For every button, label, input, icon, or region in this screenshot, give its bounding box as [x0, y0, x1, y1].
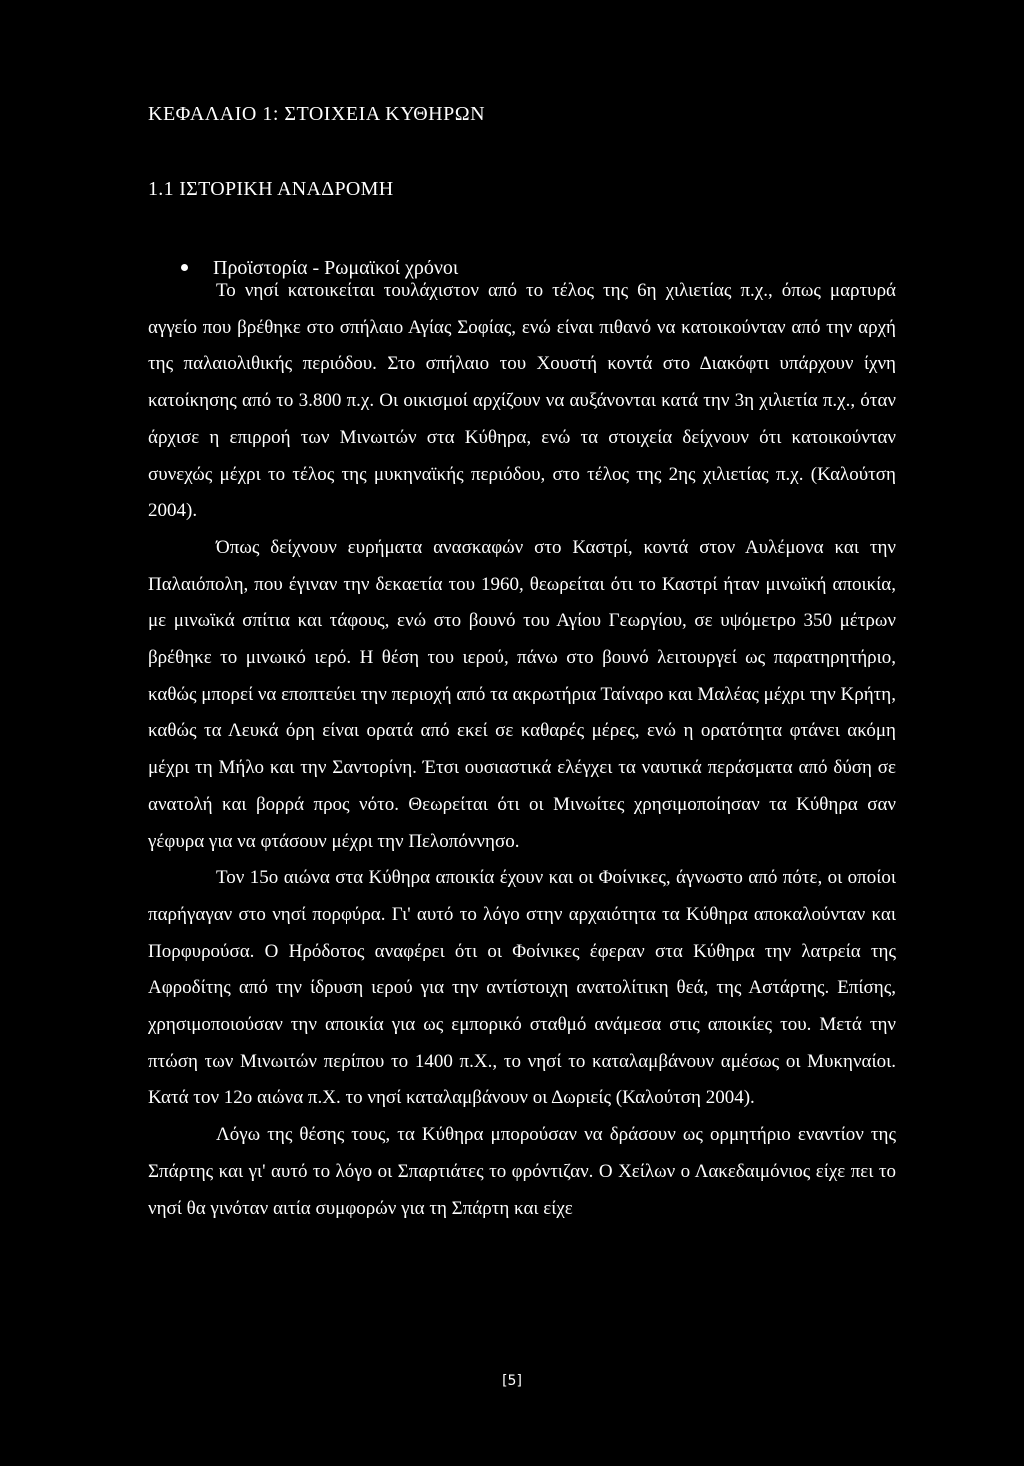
page-number: [5]: [502, 1373, 522, 1389]
section-title: 1.1 ΙΣΤΟΡΙΚΗ ΑΝΑΔΡΟΜΗ: [148, 178, 394, 200]
bullet-heading-text: Προϊστορία - Ρωμαϊκοί χρόνοι: [213, 257, 459, 279]
paragraph: Τον 15ο αιώνα στα Κύθηρα αποικία έχουν και οι Φοίνικες, άγνωστο από πότε, οι οποίοι παρήγαγαν στο νησί πορφύρα. Γι' αυτό το λόγο στην αρχαιότητα τα Κύθηρα αποκαλούνταν και Πορφυρούσα. Ο Ηρόδοτος αναφέρει ότι οι Φοίνικες έφεραν στα Κύθηρα την λατρεία της Αφροδίτης από την ίδρυση ιερού για την αντίστοιχη ανατολίτικη θεά, της Αστάρτης. Επίσης, χρησιμοποιούσαν την αποικία για ως εμπορικό σταθμό ανάμεσα στις αποικίες του. Μετά την πτώση των Μινωιτών περίπου το 1400 π.Χ., το νησί το καταλαμβάνουν αμέσως οι Μυκηναίοι. Κατά τον 12ο αιώνα π.Χ. το νησί καταλαμβάνουν οι Δωριείς (Καλούτση 2004).: [148, 867, 896, 1109]
body-text: [148, 273, 896, 1227]
bullet-icon: [181, 264, 188, 271]
paragraph: Λόγω της θέσης τους, τα Κύθηρα μπορούσαν να δράσουν ως ορμητήριο εναντίον της Σπάρτης και γι' αυτό το λόγο οι Σπαρτιάτες το φρόντιζαν. Ο Χείλων ο Λακεδαιμόνιος είχε πει το νησί θα γινόταν αιτία συμφορών για τη Σπάρτη και είχε: [148, 1124, 896, 1219]
paragraph: Το νησί κατοικείται τουλάχιστον από το τέλος της 6η χιλιετίας π.χ., όπως μαρτυρά αγγείο που βρέθηκε στο σπήλαιο Αγίας Σοφίας, ενώ είναι πιθανό να κατοικούνταν από την αρχή της παλαιολιθικής περιόδου. Στο σπήλαιο του Χουστή κοντά στο Διακόφτι υπάρχουν ίχνη κατοίκησης από το 3.800 π.χ. Οι οικισμοί αρχίζουν να αυξάνονται κατά την 3η χιλιετία π.χ., όταν άρχισε η επιρροή των Μινωιτών στα Κύθηρα, ενώ τα στοιχεία δείχνουν ότι κατοικούνταν συνεχώς μέχρι το τέλος της μυκηναϊκής περιόδου, στο τέλος της 2ης χιλιετίας π.χ. (Καλούτση 2004).: [148, 280, 896, 522]
paragraph: Όπως δείχνουν ευρήματα ανασκαφών στο Καστρί, κοντά στον Αυλέμονα και την Παλαιόπολη, που έγιναν την δεκαετία του 1960, θεωρείται ότι το Καστρί ήταν μινωϊκή αποικία, με μινωϊκά σπίτια και τάφους, ενώ στο βουνό του Αγίου Γεωργίου, σε υψόμετρο 350 μέτρων βρέθηκε το μινωικό ιερό. Η θέση του ιερού, πάνω στο βουνό λειτουργεί ως παρατηρητήριο, καθώς μπορεί να εποπτεύει την περιοχή από τα ακρωτήρια Ταίναρο και Μαλέας μέχρι την Κρήτη, καθώς τα Λευκά όρη είναι ορατά από εκεί σε καθαρές μέρες, ενώ η ορατότητα φτάνει ακόμη μέχρι τη Μήλο και την Σαντορίνη. Έτσι ουσιαστικά ελέγχει τα ναυτικά περάσματα από δύση σε ανατολή και βορρά προς νότο. Θεωρείται ότι οι Μινωίτες χρησιμοποίησαν τα Κύθηρα σαν γέφυρα για να φτάσουν μέχρι την Πελοπόννησο.: [148, 536, 896, 852]
chapter-title: ΚΕΦΑΛΑΙΟ 1: ΣΤΟΙΧΕΙΑ ΚΥΘΗΡΩΝ: [148, 103, 486, 125]
